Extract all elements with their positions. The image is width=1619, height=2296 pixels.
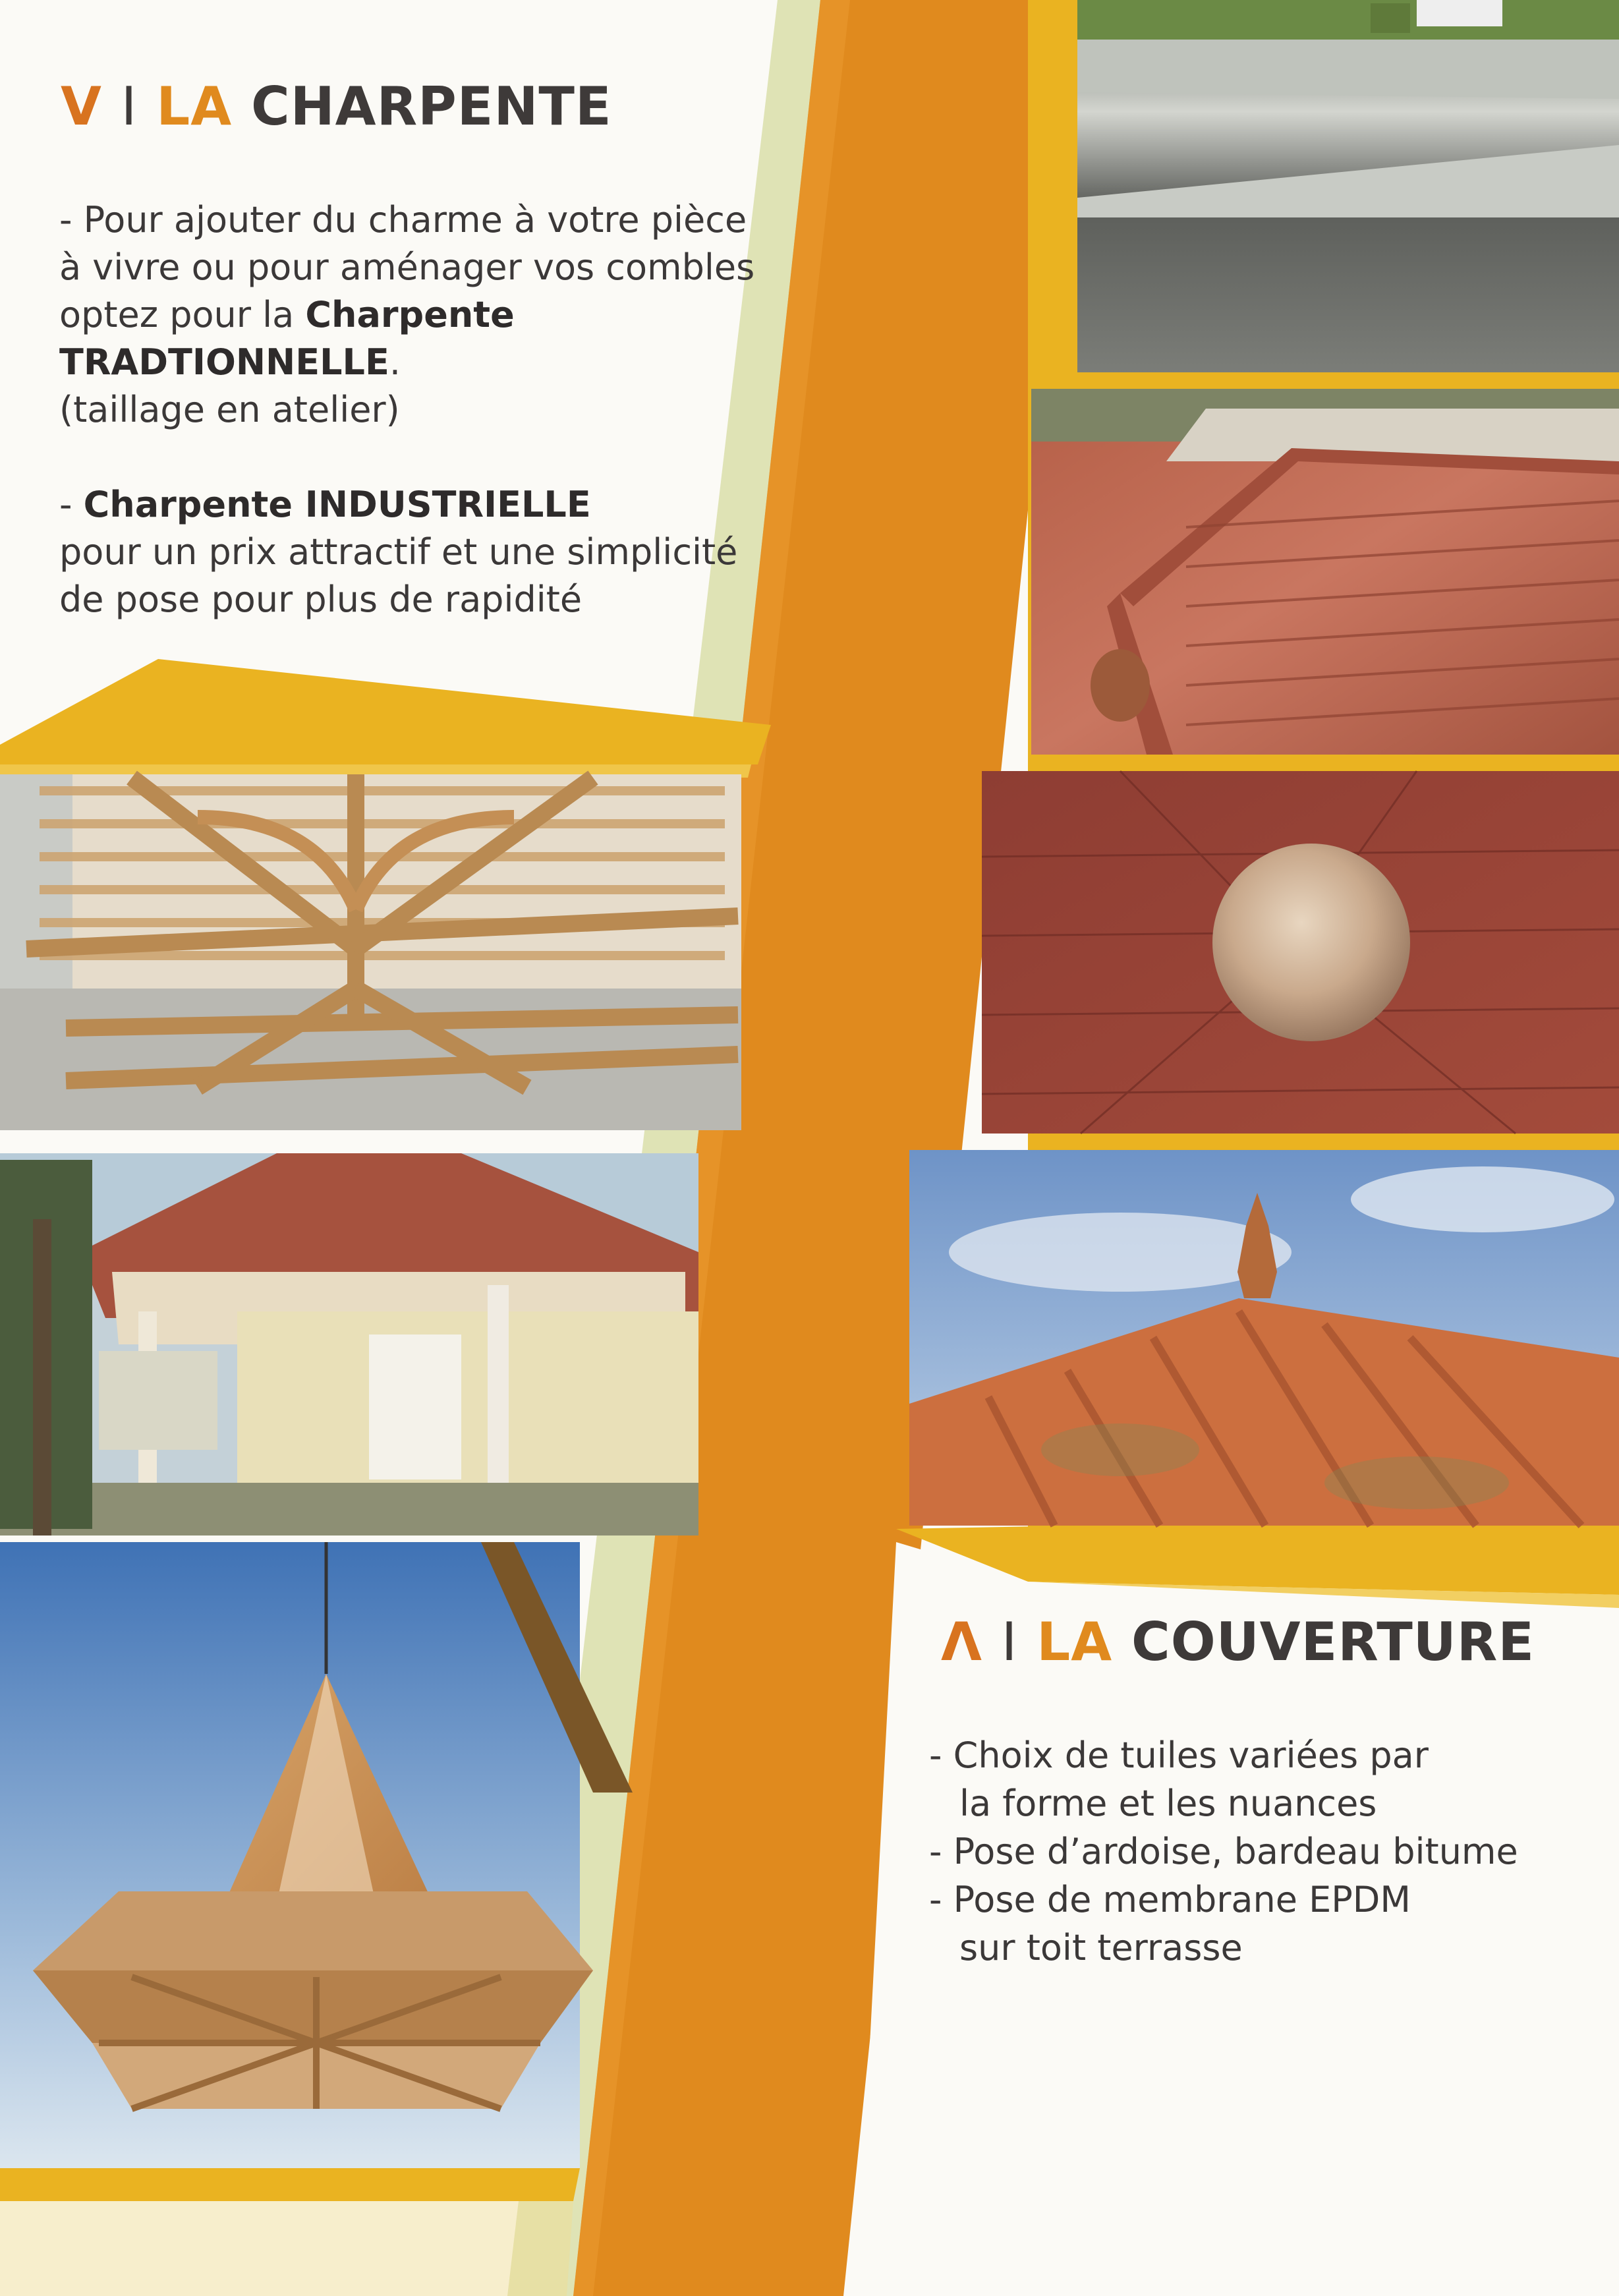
- charpente-heading: [61, 76, 612, 137]
- charpente-trad-line-2: à vivre ou pour aménager vos combles: [59, 246, 755, 288]
- charpente-ind-line-1: [59, 481, 817, 529]
- charpente-ind-line-2: pour un prix attractif et une simplicité: [59, 531, 738, 573]
- charpente-trad-line-1: - Pour ajouter du charme à votre pièce: [59, 199, 747, 241]
- charpente-trad-line-3-text: optez pour la: [59, 294, 306, 335]
- charpente-title: CHARPENTE: [250, 76, 612, 137]
- charpente-trad-bold-1: Charpente: [305, 294, 515, 335]
- charpente-trad-bold-2: TRADTIONNELLE: [59, 341, 389, 383]
- charpente-ind-bold: Charpente INDUSTRIELLE: [83, 484, 591, 525]
- couverture-caret-mark: Λ: [941, 1611, 982, 1673]
- photo-tiles-hip: [1031, 389, 1619, 755]
- couverture-item-3-line-1: - Pose de membrane EPDM: [929, 1879, 1411, 1920]
- charpente-chevron-mark: V: [61, 76, 102, 137]
- photo-canal-tiles-finial: [909, 1150, 1619, 1526]
- couverture-item-1-line-2: la forme et les nuances: [959, 1783, 1377, 1824]
- couverture-heading: [941, 1611, 1535, 1673]
- couverture-item-1-line-1: - Choix de tuiles variées par: [929, 1735, 1429, 1776]
- photo-charpente-interior: [0, 774, 741, 1130]
- photo-crane-roof: [0, 1542, 633, 2168]
- charpente-trad-line-3: [59, 291, 817, 339]
- charpente-la: LA: [156, 76, 233, 137]
- photo-membrane-epdm: [1077, 0, 1619, 372]
- couverture-list: [929, 1731, 1614, 1972]
- photo-carport: [0, 1153, 698, 1535]
- charpente-ind-line-3: de pose pour plus de rapidité: [59, 579, 582, 620]
- couverture-separator: I: [1001, 1611, 1018, 1673]
- charpente-separator: I: [121, 76, 138, 137]
- photo-shingles-disc: [982, 771, 1619, 1134]
- charpente-trad-line-5: (taillage en atelier): [59, 389, 400, 430]
- couverture-item-3-line-2: sur toit terrasse: [959, 1927, 1243, 1968]
- charpente-ind-dash: -: [59, 484, 84, 525]
- charpente-trad-line-4: [59, 339, 817, 386]
- charpente-trad-period: .: [389, 341, 401, 383]
- couverture-item-2: - Pose d’ardoise, bardeau bitume: [929, 1831, 1518, 1872]
- couverture-title: COUVERTURE: [1131, 1611, 1535, 1673]
- couverture-la: LA: [1037, 1611, 1113, 1673]
- charpente-body: [59, 196, 817, 623]
